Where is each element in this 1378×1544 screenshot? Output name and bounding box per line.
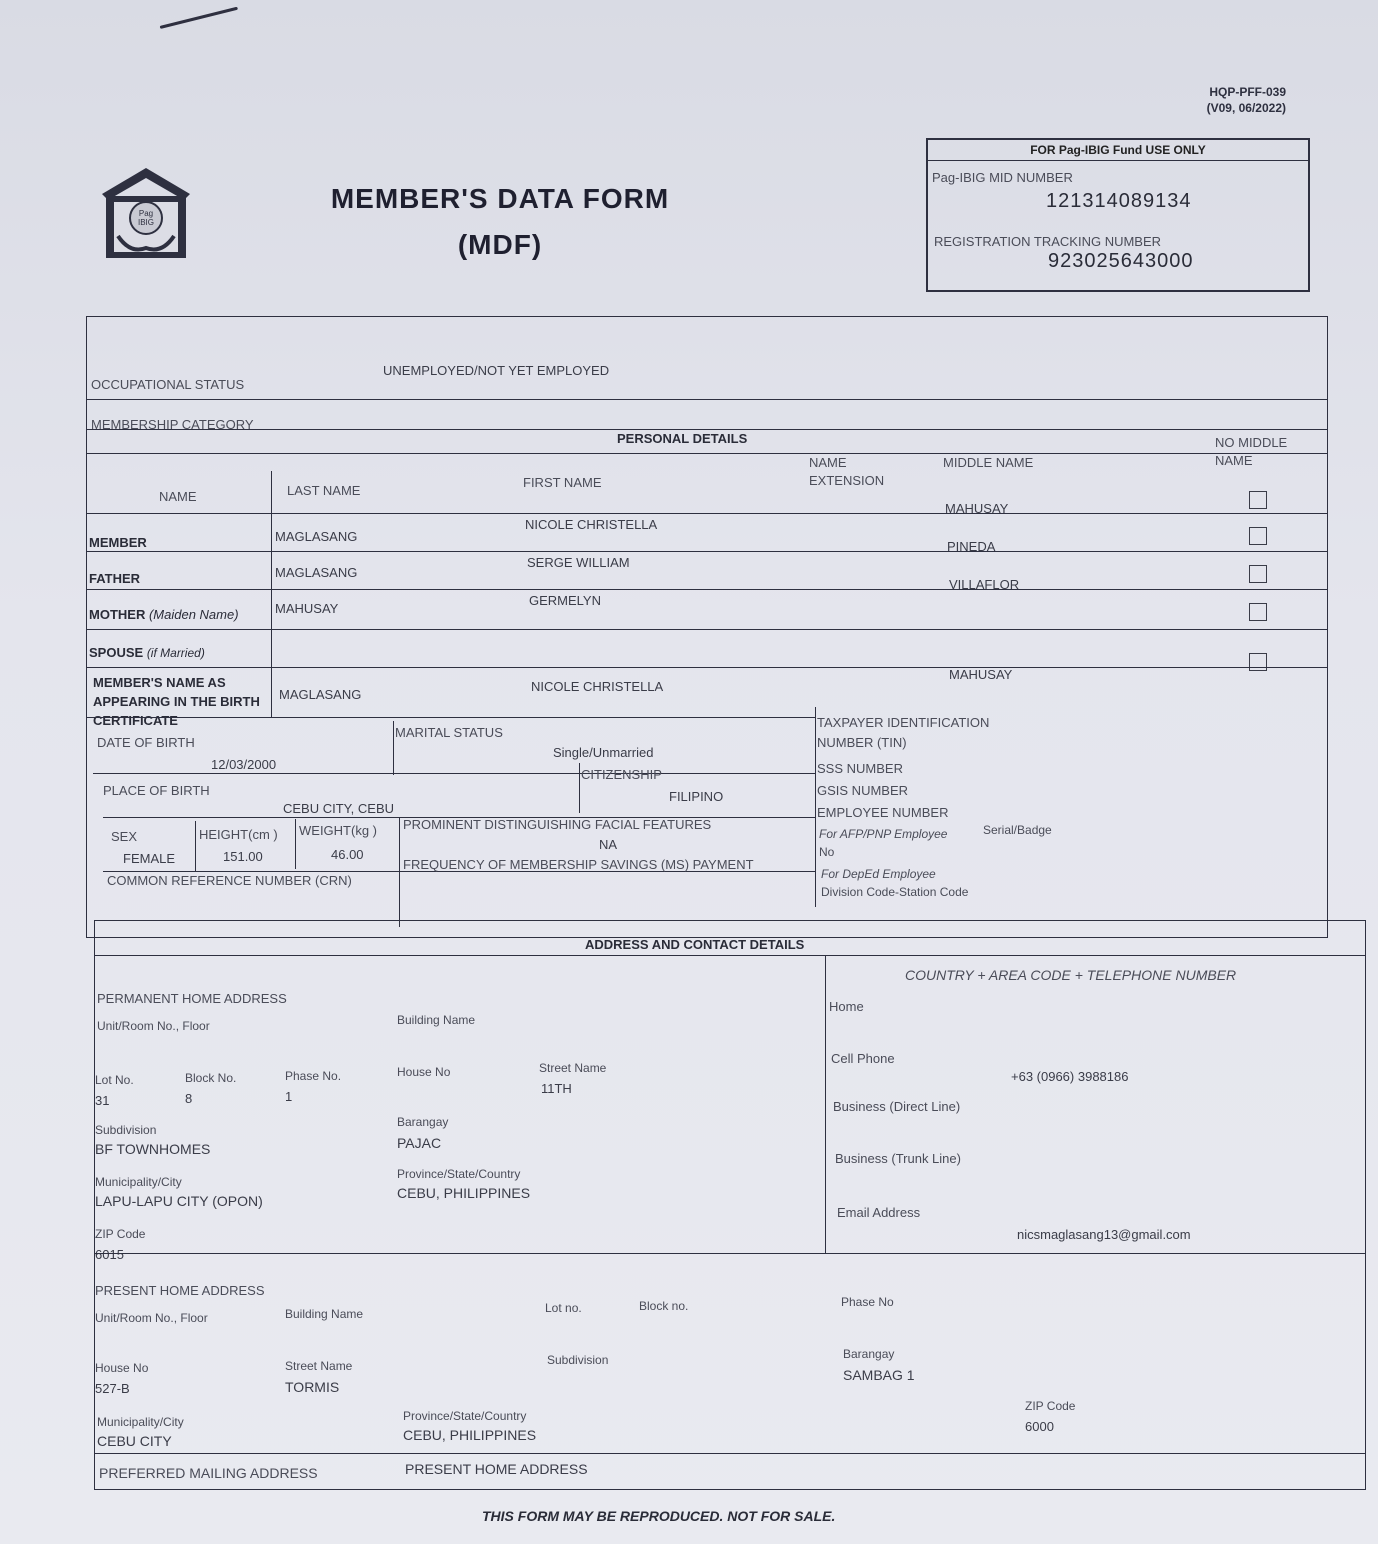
present-municipality-value: CEBU CITY <box>97 1433 172 1449</box>
birth-cert-last-name: MAGLASANG <box>279 687 362 702</box>
row-spouse-note: (if Married) <box>146 646 205 660</box>
pob-label: PLACE OF BIRTH <box>103 783 210 798</box>
birth-cert-label-3: CERTIFICATE <box>93 713 178 728</box>
block-label: Block No. <box>185 1071 237 1085</box>
present-subdivision-label: Subdivision <box>547 1353 609 1367</box>
tin-label-2: NUMBER (TIN) <box>817 735 907 750</box>
present-unit-label: Unit/Room No., Floor <box>95 1311 208 1325</box>
contact-heading: COUNTRY + AREA CODE + TELEPHONE NUMBER <box>905 967 1237 983</box>
height-value: 151.00 <box>223 849 263 864</box>
col-no-middle-2: NAME <box>1215 453 1253 468</box>
barangay-label: Barangay <box>397 1115 449 1129</box>
present-barangay-value: SAMBAG 1 <box>843 1367 915 1383</box>
mother-first-name: GERMELYN <box>529 593 601 608</box>
no-middle-checkbox-member[interactable] <box>1249 527 1267 545</box>
father-middle-name: PINEDA <box>947 539 996 554</box>
sss-label: SSS NUMBER <box>817 761 903 776</box>
frequency-label: FREQUENCY OF MEMBERSHIP SAVINGS (MS) PAYMENT <box>403 857 754 872</box>
member-last-name: MAGLASANG <box>275 529 358 544</box>
dob-label: DATE OF BIRTH <box>97 735 195 750</box>
rtn-label: REGISTRATION TRACKING NUMBER <box>934 234 1162 249</box>
row-member-label: MEMBER <box>89 535 147 550</box>
block-value: 8 <box>185 1091 193 1106</box>
present-zip-label: ZIP Code <box>1025 1399 1076 1413</box>
subdivision-label: Subdivision <box>95 1123 157 1137</box>
afp-label: For AFP/PNP Employee <box>819 827 948 841</box>
province-value: CEBU, PHILIPPINES <box>397 1185 531 1201</box>
row-spouse-name: SPOUSE <box>89 645 144 660</box>
col-last-name: LAST NAME <box>287 483 361 498</box>
marital-status-label: MARITAL STATUS <box>395 725 503 740</box>
no-middle-checkbox-mother[interactable] <box>1249 603 1267 621</box>
mailing-address-value: PRESENT HOME ADDRESS <box>405 1461 588 1477</box>
form-title-line2: (MDF) <box>457 229 543 260</box>
birth-cert-middle-name: MAHUSAY <box>949 667 1013 682</box>
marital-status-value: Single/Unmarried <box>553 745 654 760</box>
business-trunk-label: Business (Trunk Line) <box>835 1151 961 1166</box>
footer-notice: THIS FORM MAY BE REPRODUCED. NOT FOR SALE. <box>482 1508 836 1524</box>
citizenship-label: CITIZENSHIP <box>581 767 662 782</box>
employee-number-label: EMPLOYEE NUMBER <box>817 805 949 820</box>
barangay-value: PAJAC <box>397 1135 442 1151</box>
zip-value: 6015 <box>95 1247 124 1262</box>
sex-label: SEX <box>111 829 138 844</box>
pagibig-logo <box>100 166 192 262</box>
present-province-label: Province/State/Country <box>403 1409 527 1423</box>
present-street-label: Street Name <box>285 1359 353 1373</box>
fund-use-heading: FOR Pag-IBIG Fund USE ONLY <box>928 140 1308 161</box>
facial-features-label: PROMINENT DISTINGUISHING FACIAL FEATURES <box>403 817 712 832</box>
weight-label: WEIGHT(kg ) <box>299 823 377 838</box>
phase-value: 1 <box>285 1089 293 1104</box>
municipality-value: LAPU-LAPU CITY (OPON) <box>95 1193 263 1209</box>
province-label: Province/State/Country <box>397 1167 521 1181</box>
pob-value: CEBU CITY, CEBU <box>283 801 395 816</box>
form-version: (V09, 06/2022) <box>1206 101 1286 115</box>
col-extension-2: EXTENSION <box>809 473 885 488</box>
mother-last-name: MAHUSAY <box>275 601 339 616</box>
col-first-name: FIRST NAME <box>523 475 602 490</box>
height-label: HEIGHT(cm ) <box>199 827 278 842</box>
present-lot-label: Lot no. <box>545 1301 582 1315</box>
present-address-label: PRESENT HOME ADDRESS <box>95 1283 265 1298</box>
tin-label <box>817 713 989 753</box>
cell-phone-label: Cell Phone <box>831 1051 895 1066</box>
mid-value: 121314089134 <box>1046 190 1192 212</box>
present-block-label: Block no. <box>639 1299 689 1313</box>
house-label: House No <box>397 1065 451 1079</box>
col-extension-1: NAME <box>809 455 847 470</box>
present-municipality-label: Municipality/City <box>97 1415 184 1429</box>
row-mother-note: (Maiden Name) <box>148 607 239 622</box>
personal-details-heading: PERSONAL DETAILS <box>617 431 748 446</box>
crn-label: COMMON REFERENCE NUMBER (CRN) <box>107 873 352 888</box>
building-label: Building Name <box>397 1013 476 1027</box>
present-building-label: Building Name <box>285 1307 364 1321</box>
street-label: Street Name <box>539 1061 607 1075</box>
birth-cert-first-name: NICOLE CHRISTELLA <box>531 679 664 694</box>
dob-value: 12/03/2000 <box>211 757 277 772</box>
zip-label: ZIP Code <box>95 1227 146 1241</box>
birth-cert-label-2: APPEARING IN THE BIRTH <box>93 694 260 709</box>
present-province-value: CEBU, PHILIPPINES <box>403 1427 537 1443</box>
mailing-address-label: PREFERRED MAILING ADDRESS <box>99 1465 318 1481</box>
present-zip-value: 6000 <box>1025 1419 1054 1434</box>
no-middle-checkbox-spouse[interactable] <box>1249 653 1267 671</box>
no-middle-checkbox-father[interactable] <box>1249 565 1267 583</box>
gsis-label: GSIS NUMBER <box>817 783 909 798</box>
municipality-label: Municipality/City <box>95 1175 182 1189</box>
serial-badge-label: Serial/Badge <box>983 823 1052 837</box>
present-street-value: TORMIS <box>285 1379 340 1395</box>
present-house-value: 527-B <box>95 1381 130 1396</box>
birth-cert-label-1: MEMBER'S NAME AS <box>93 675 226 690</box>
form-title-line1: MEMBER'S DATA FORM <box>330 183 670 214</box>
unit-label: Unit/Room No., Floor <box>97 1019 210 1033</box>
occupational-status-value: UNEMPLOYED/NOT YET EMPLOYED <box>383 363 610 378</box>
svg-text:Pag: Pag <box>138 209 154 218</box>
col-middle-name: MIDDLE NAME <box>943 455 1034 470</box>
email-value: nicsmaglasang13@gmail.com <box>1017 1227 1191 1242</box>
subdivision-value: BF TOWNHOMES <box>95 1141 211 1157</box>
deped-label: For DepEd Employee <box>821 867 936 881</box>
present-phase-label: Phase No <box>841 1295 894 1309</box>
personal-form <box>86 316 1328 938</box>
present-house-label: House No <box>95 1361 149 1375</box>
row-father-label: FATHER <box>89 571 141 586</box>
form-code-id: HQP-PFF-039 <box>1209 85 1286 99</box>
sex-value: FEMALE <box>123 851 176 866</box>
lot-label: Lot No. <box>95 1073 134 1087</box>
mid-label: Pag-IBIG MID NUMBER <box>932 170 1073 185</box>
row-mother-label <box>89 607 239 622</box>
business-direct-label: Business (Direct Line) <box>833 1099 961 1114</box>
row-spouse-label <box>89 645 205 660</box>
address-form <box>94 920 1366 1490</box>
membership-category-label: MEMBERSHIP CATEGORY <box>91 417 254 432</box>
lot-value: 31 <box>95 1093 110 1108</box>
pen-mark <box>160 7 238 29</box>
fund-use-box <box>926 138 1310 292</box>
form-code <box>1207 84 1286 116</box>
rtn-value: 923025643000 <box>1048 250 1194 272</box>
col-no-middle-1: NO MIDDLE <box>1215 435 1288 450</box>
citizenship-value: FILIPINO <box>669 789 724 804</box>
cell-phone-value: +63 (0966) 3988186 <box>1011 1069 1129 1084</box>
occupational-status-label: OCCUPATIONAL STATUS <box>91 377 245 392</box>
facial-features-value: NA <box>599 837 618 852</box>
row-mother-name: MOTHER <box>89 607 146 622</box>
email-label: Email Address <box>837 1205 921 1220</box>
present-barangay-label: Barangay <box>843 1347 895 1361</box>
member-middle-name: MAHUSAY <box>945 501 1009 516</box>
birth-cert-label <box>93 673 260 730</box>
svg-text:IBIG: IBIG <box>137 218 155 227</box>
serial-no-label: No <box>819 845 835 859</box>
member-first-name: NICOLE CHRISTELLA <box>525 517 658 532</box>
no-middle-checkbox-header[interactable] <box>1249 491 1267 509</box>
address-heading: ADDRESS AND CONTACT DETAILS <box>585 937 805 952</box>
col-name: NAME <box>159 489 197 504</box>
permanent-address-label: PERMANENT HOME ADDRESS <box>97 991 287 1006</box>
street-value: 11TH <box>541 1081 572 1096</box>
weight-value: 46.00 <box>331 847 364 862</box>
form-title <box>300 176 700 268</box>
father-last-name: MAGLASANG <box>275 565 358 580</box>
phase-label: Phase No. <box>285 1069 342 1083</box>
mother-middle-name: VILLAFLOR <box>949 577 1020 592</box>
tin-label-1: TAXPAYER IDENTIFICATION <box>817 715 990 730</box>
home-phone-label: Home <box>829 999 864 1014</box>
father-first-name: SERGE WILLIAM <box>527 555 630 570</box>
division-code-label: Division Code-Station Code <box>821 885 969 899</box>
